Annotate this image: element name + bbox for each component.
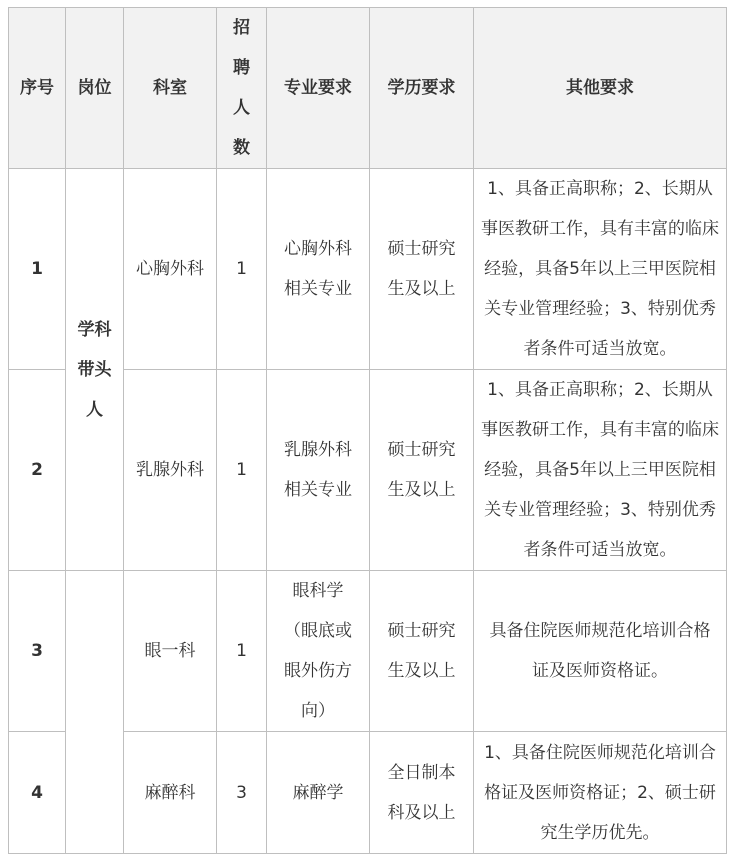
- row-index: 1: [9, 169, 66, 370]
- row-department: 麻醉科: [124, 732, 217, 854]
- recruitment-table: [8, 7, 727, 854]
- row-major: 眼科学（眼底或眼外伤方向）: [267, 571, 370, 732]
- row-education: 硕士研究生及以上: [370, 571, 474, 732]
- row-position-second: [66, 571, 124, 854]
- row-other: 1、具备正高职称；2、长期从事医教研工作，具有丰富的临床经验，具备5年以上三甲医院相关专业管理经验；3、特别优秀者条件可适当放宽。: [474, 370, 727, 571]
- row-index: 4: [9, 732, 66, 854]
- header-education: 学历要求: [370, 8, 474, 169]
- row-count: 1: [217, 370, 267, 571]
- row-department: 乳腺外科: [124, 370, 217, 571]
- row-index: 3: [9, 571, 66, 732]
- row-count: 1: [217, 571, 267, 732]
- row-department: 心胸外科: [124, 169, 217, 370]
- row-major: 乳腺外科相关专业: [267, 370, 370, 571]
- table-row: [9, 169, 727, 370]
- row-education: 硕士研究生及以上: [370, 169, 474, 370]
- table-row: [9, 571, 727, 732]
- row-major: 心胸外科相关专业: [267, 169, 370, 370]
- header-other: 其他要求: [474, 8, 727, 169]
- row-education: 全日制本科及以上: [370, 732, 474, 854]
- header-count: 招聘人数: [217, 8, 267, 169]
- header-index: 序号: [9, 8, 66, 169]
- row-count: 3: [217, 732, 267, 854]
- row-major: 麻醉学: [267, 732, 370, 854]
- header-position: 岗位: [66, 8, 124, 169]
- row-department: 眼一科: [124, 571, 217, 732]
- row-other: 具备住院医师规范化培训合格证及医师资格证。: [474, 571, 727, 732]
- row-index: 2: [9, 370, 66, 571]
- position-label: 学科带头人: [77, 319, 112, 420]
- header-major: 专业要求: [267, 8, 370, 169]
- row-other: 1、具备正高职称；2、长期从事医教研工作，具有丰富的临床经验，具备5年以上三甲医院相关专业管理经验；3、特别优秀者条件可适当放宽。: [474, 169, 727, 370]
- row-other: 1、具备住院医师规范化培训合格证及医师资格证；2、硕士研究生学历优先。: [474, 732, 727, 854]
- row-education: 硕士研究生及以上: [370, 370, 474, 571]
- row-count: 1: [217, 169, 267, 370]
- header-department: 科室: [124, 8, 217, 169]
- row-position-leader: [66, 169, 124, 571]
- table-header-row: [9, 8, 727, 169]
